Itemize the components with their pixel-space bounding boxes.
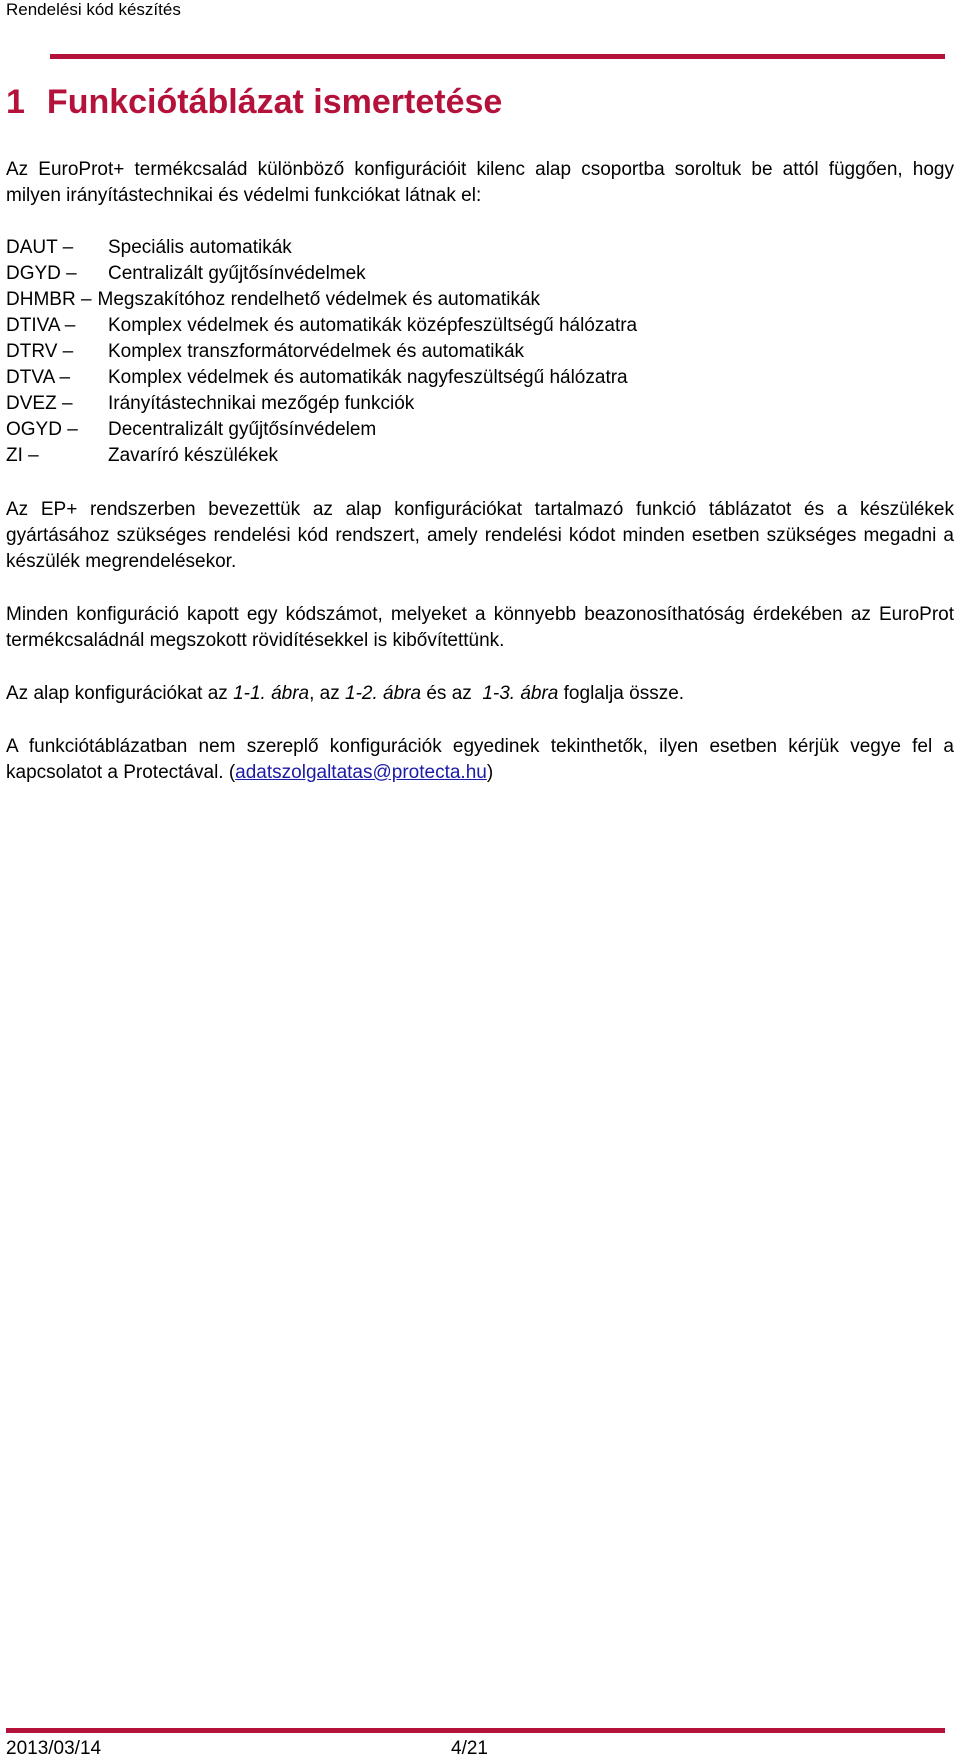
config-description: Komplex transzformátorvédelmek és automatikák	[108, 341, 525, 362]
ep-system-paragraph: Az EP+ rendszerben bevezettük az alap konfigurációkat tartalmazó funkció táblázatot és a készülékek gyártásához szükséges rendelési kód rendszert, amely rendelési kódot minden esetben szükséges megadni a készülék megrendelésekor.	[6, 499, 954, 572]
configuration-list	[6, 235, 637, 469]
summary-middle: és az	[421, 683, 483, 704]
footer-divider	[6, 1728, 945, 1733]
config-description: Komplex védelmek és automatikák nagyfeszültségű hálózatra	[108, 367, 628, 388]
config-description: Komplex védelmek és automatikák középfeszültségű hálózatra	[108, 315, 638, 336]
config-description: Irányítástechnikai mezőgép funkciók	[108, 393, 415, 414]
email-link[interactable]: adatszolgaltatas@protecta.hu	[235, 762, 487, 783]
figure-ref-1-2: 1-2. ábra	[345, 683, 422, 704]
config-code: DAUT –	[6, 237, 74, 258]
config-code: ZI –	[6, 445, 39, 466]
config-code: DTRV –	[6, 341, 74, 362]
intro-paragraph: Az EuroProt+ termékcsalád különböző konfigurációit kilenc alap csoportba soroltuk be attól függően, hogy milyen irányítástechnikai és védelmi funkciókat látnak el:	[6, 159, 954, 206]
config-item	[6, 391, 637, 417]
config-description: Centralizált gyűjtősínvédelmek	[108, 263, 366, 284]
config-description: Decentralizált gyűjtősínvédelem	[108, 419, 377, 440]
contact-paragraph	[6, 734, 954, 786]
contact-close: )	[486, 762, 494, 783]
config-description: Zavaríró készülékek	[108, 445, 279, 466]
footer-date: 2013/03/14	[6, 1738, 102, 1759]
section-heading	[6, 80, 502, 124]
config-item	[6, 261, 637, 287]
summary-prefix: Az alap konfigurációkat az	[6, 683, 234, 704]
config-code: DGYD –	[6, 263, 77, 284]
contact-text: A funkciótáblázatban nem szereplő konfigurációk egyedinek tekinthetők, ilyen esetben kérjük vegye fel a kapcsolatot a Protectával. (	[6, 736, 954, 783]
config-item	[6, 313, 637, 339]
config-item	[6, 417, 637, 443]
section-number: 1	[6, 83, 25, 121]
config-item	[6, 287, 637, 313]
config-item	[6, 339, 637, 365]
config-item	[6, 365, 637, 391]
config-code: DVEZ –	[6, 393, 73, 414]
config-item	[6, 235, 637, 261]
config-description: Megszakítóhoz rendelhető védelmek és automatikák	[97, 289, 541, 310]
config-code: OGYD –	[6, 419, 78, 440]
figure-ref-1-1: 1-1. ábra	[233, 683, 310, 704]
config-code: DTVA –	[6, 367, 71, 388]
summary-separator: , az	[309, 683, 346, 704]
config-description: Speciális automatikák	[108, 237, 292, 258]
summary-paragraph	[6, 681, 954, 707]
config-item	[6, 443, 637, 469]
figure-ref-1-3: 1-3. ábra	[482, 683, 559, 704]
header-divider	[50, 54, 945, 59]
page-number: 4/21	[451, 1738, 488, 1759]
summary-suffix: foglalja össze.	[558, 683, 685, 704]
section-title: Funkciótáblázat ismertetése	[46, 83, 503, 121]
config-code: DTIVA –	[6, 315, 76, 336]
page-header-title: Rendelési kód készítés	[6, 0, 181, 19]
config-code: DHMBR –	[6, 289, 92, 310]
code-number-paragraph: Minden konfiguráció kapott egy kódszámot, melyeket a könnyebb beazonosíthatóság érdekében az EuroProt termékcsaládnál megszokott rövidítésekkel is kibővítettünk.	[6, 604, 954, 651]
